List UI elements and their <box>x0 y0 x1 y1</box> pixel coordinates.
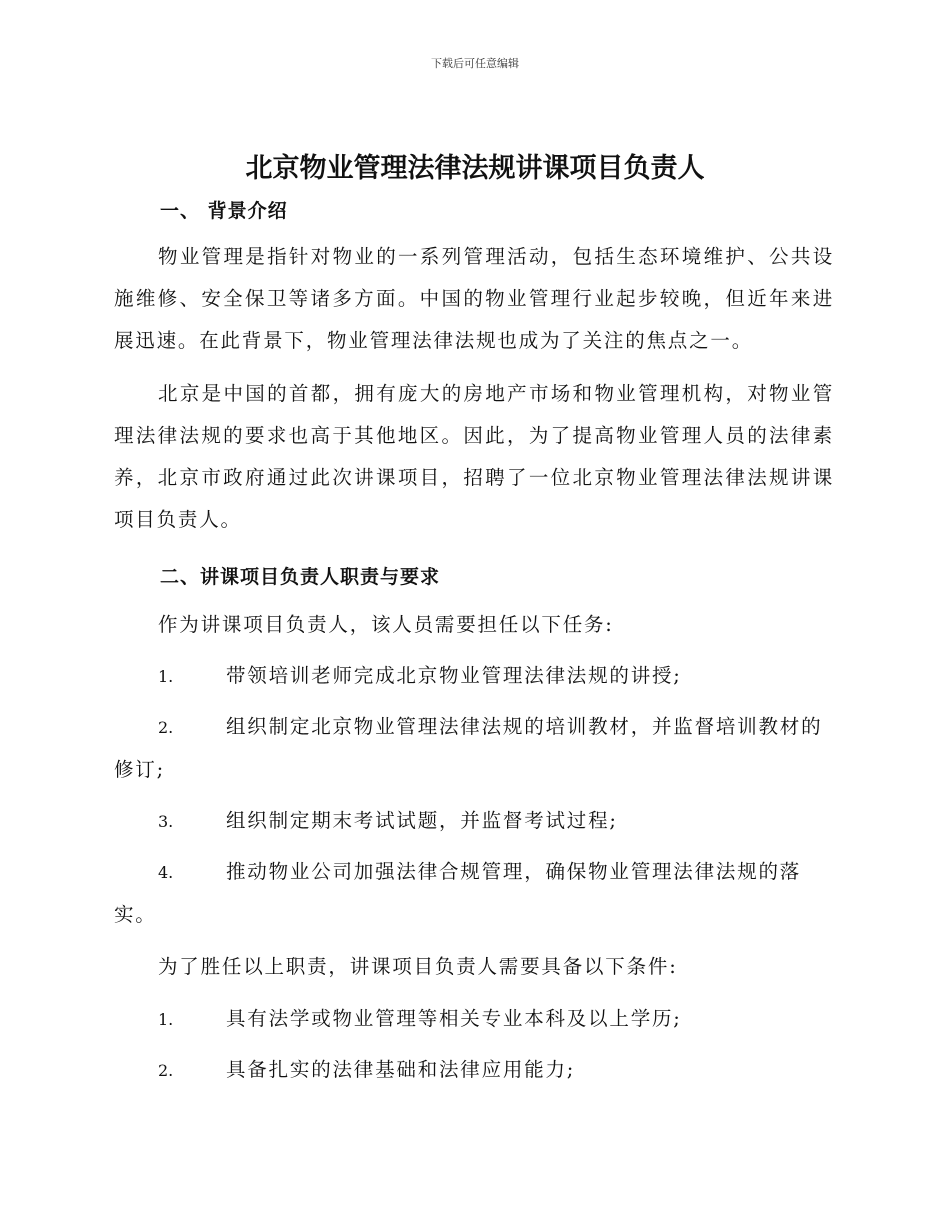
list-item-text: 组织制定期末考试试题，并监督考试过程; <box>226 809 618 832</box>
list-item <box>114 800 834 843</box>
paragraph-background-2: 北京是中国的首都，拥有庞大的房地产市场和物业管理机构，对物业管理法律法规的要求也高于其他地区。因此，为了提高物业管理人员的法律素养，北京市政府通过此次讲课项目，招聘了一位北京物业管理法律法规讲课项目负责人。 <box>114 382 834 531</box>
section-heading-duties: 二、讲课项目负责人职责与要求 <box>160 566 441 588</box>
list-item-text: 组织制定北京物业管理法律法规的培训教材，并监督培训教材的修订; <box>114 715 823 781</box>
list-item-text: 带领培训老师完成北京物业管理法律法规的讲授; <box>226 664 682 687</box>
list-item <box>114 706 834 791</box>
document-title: 北京物业管理法律法规讲课项目负责人 <box>245 153 705 184</box>
list-item-number: 2. <box>158 718 174 737</box>
section-heading-background: 一、 背景介绍 <box>160 200 288 222</box>
list-item <box>114 851 834 936</box>
list-item-number: 3. <box>158 812 174 831</box>
list-item-text: 推动物业公司加强法律合规管理，确保物业管理法律法规的落实。 <box>114 860 802 926</box>
list-item <box>114 1049 834 1092</box>
list-item-number: 2. <box>158 1061 174 1080</box>
list-item-text: 具有法学或物业管理等相关专业本科及以上学历; <box>226 1007 682 1030</box>
list-item-text: 具备扎实的法律基础和法律应用能力; <box>226 1058 576 1081</box>
paragraph-background-1: 物业管理是指针对物业的一系列管理活动，包括生态环境维护、公共设施维修、安全保卫等诸多方面。中国的物业管理行业起步较晚，但近年来进展迅速。在此背景下，物业管理法律法规也成为了关注的焦点之一。 <box>114 245 834 352</box>
duties-intro: 作为讲课项目负责人，该人员需要担任以下任务: <box>158 613 614 636</box>
list-item <box>114 998 834 1041</box>
requirements-intro: 为了胜任以上职责，讲课项目负责人需要具备以下条件: <box>158 955 678 978</box>
list-item-number: 4. <box>158 863 174 882</box>
page-header-note: 下载后可任意编辑 <box>431 57 519 70</box>
list-item-number: 1. <box>158 1010 174 1029</box>
list-item <box>114 655 834 698</box>
list-item-number: 1. <box>158 667 174 686</box>
